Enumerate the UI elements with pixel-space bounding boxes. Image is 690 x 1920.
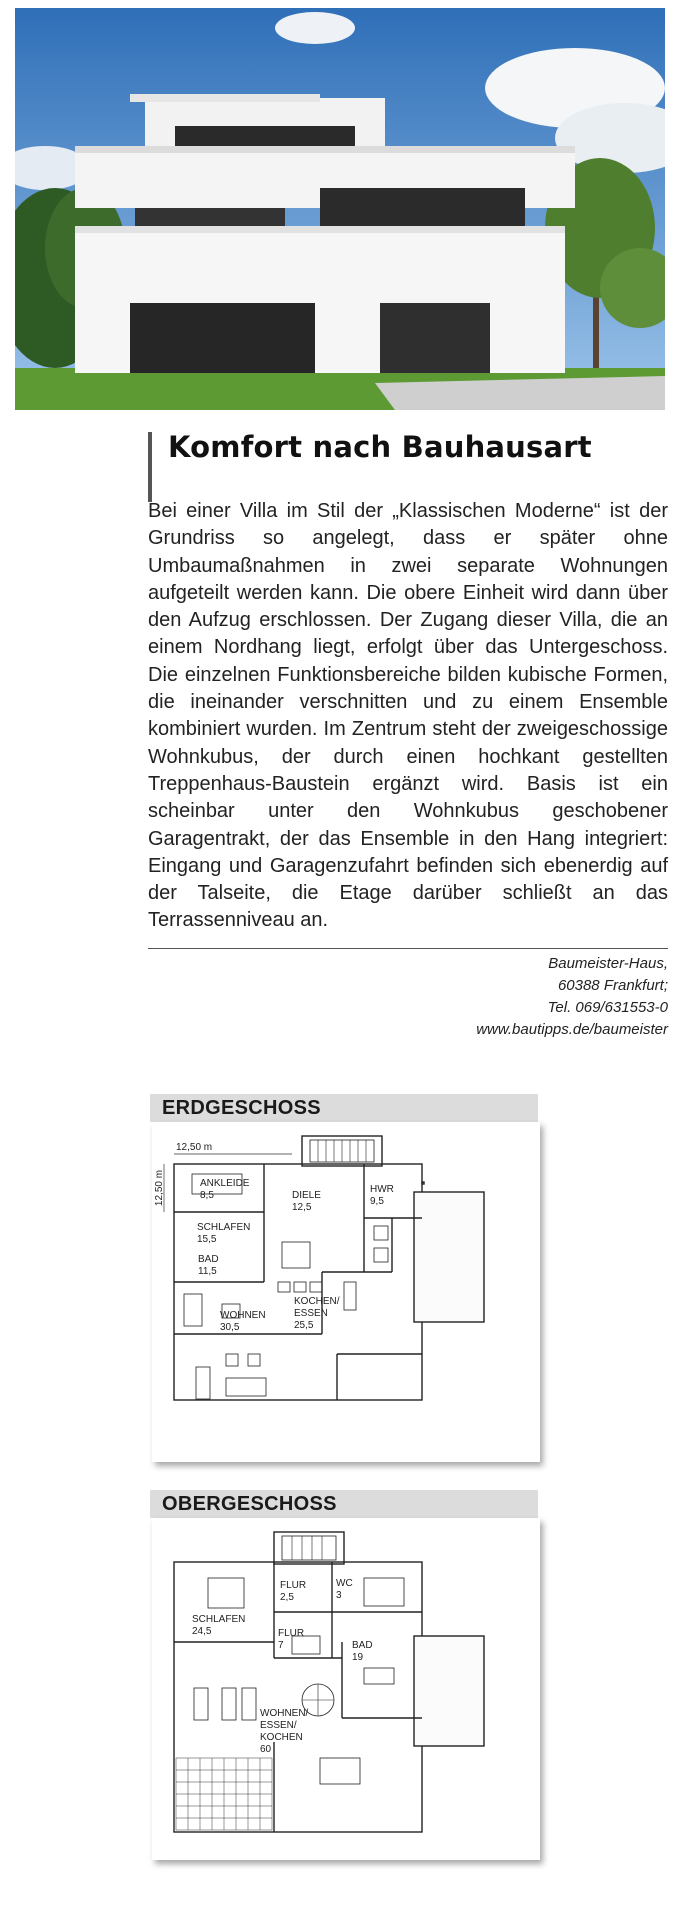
ground-floor-label-bar — [150, 1094, 538, 1122]
room-area: 11,5 — [198, 1266, 217, 1277]
room-name: ANKLEIDE — [200, 1178, 250, 1189]
upper-floor-plan — [152, 1518, 540, 1860]
room-name: DIELE — [292, 1190, 321, 1201]
divider-line — [148, 948, 668, 949]
upper-floor-label: OBERGESCHOSS — [162, 1493, 337, 1515]
room-name: SCHLAFEN — [192, 1614, 246, 1625]
contact-city: 60388 Frankfurt; — [557, 977, 668, 994]
room-name: FLUR — [278, 1628, 305, 1639]
headline-accent-bar — [148, 432, 152, 502]
villa-photo — [15, 8, 665, 410]
room-name-line3: KOCHEN — [260, 1732, 303, 1743]
room-name: FLUR — [280, 1580, 307, 1591]
ground-floor-plan — [152, 1122, 540, 1462]
contact-web[interactable]: www.bautipps.de/baumeister — [476, 1021, 668, 1038]
room-area: 7 — [278, 1640, 284, 1651]
room-name: WOHNEN — [220, 1310, 266, 1321]
room-area: 12,5 — [292, 1202, 312, 1213]
room-name-line2: ESSEN/ — [260, 1720, 297, 1731]
room-area: 24,5 — [192, 1626, 212, 1637]
article-headline: Komfort nach Bauhausart — [168, 430, 592, 464]
room-area: 9,5 — [370, 1196, 384, 1207]
ground-floor-dim-width: 12,50 m — [176, 1142, 213, 1153]
room-area: 8,5 — [200, 1190, 214, 1201]
room-area: 60 — [260, 1744, 272, 1755]
room-name: WC — [336, 1578, 353, 1589]
contact-phone: Tel. 069/631553-0 — [547, 999, 668, 1016]
room-name: HWR — [370, 1184, 394, 1195]
upper-floor-label-bar — [150, 1490, 538, 1518]
room-name: WOHNEN/ — [260, 1708, 309, 1719]
room-area: 15,5 — [197, 1234, 217, 1245]
room-area: 25,5 — [294, 1320, 314, 1331]
room-area: 30,5 — [220, 1322, 240, 1333]
room-name: SCHLAFEN — [197, 1222, 251, 1233]
room-area: 19 — [352, 1652, 364, 1663]
contact-block — [476, 953, 668, 1041]
contact-company: Baumeister-Haus, — [548, 955, 668, 972]
ground-floor-dim-height: 12,50 m — [154, 1169, 165, 1207]
article-body: Bei einer Villa im Stil der „Klassischen Moderne“ ist der Grundriss so angelegt, dass er später ohne Umbaumaßnahmen in zwei separate Wohnungen aufgeteilt werden kann. Die obere Einheit wird dann über den Aufzug erschlossen. Der Zugang dieser Villa, die an einem Nordhang liegt, erfolgt über das Untergeschoss. Die einzelnen Funktionsbereiche bilden kubische Formen, die ineinander verschnitten und zu einem Ensemble kombiniert wurden. Im Zentrum steht der zweigeschossige Wohnkubus, der durch einen hochkant gestellten Treppenhaus-Baustein ergänzt wird. Basis ist ein scheinbar unter den Wohnkubus geschobener Garagentrakt, der das Ensemble in den Hang integriert: Eingang und Garagenzufahrt befinden sich ebenerdig auf der Talseite, die Etage darüber schließt an das Terrassenniveau an. — [148, 500, 668, 932]
room-name: KOCHEN/ — [294, 1296, 340, 1307]
room-name: BAD — [198, 1254, 219, 1265]
room-name: BAD — [352, 1640, 373, 1651]
ground-floor-label: ERDGESCHOSS — [162, 1097, 321, 1119]
room-name-line2: ESSEN — [294, 1308, 328, 1319]
room-area: 2,5 — [280, 1592, 294, 1603]
room-area: 3 — [336, 1590, 342, 1601]
